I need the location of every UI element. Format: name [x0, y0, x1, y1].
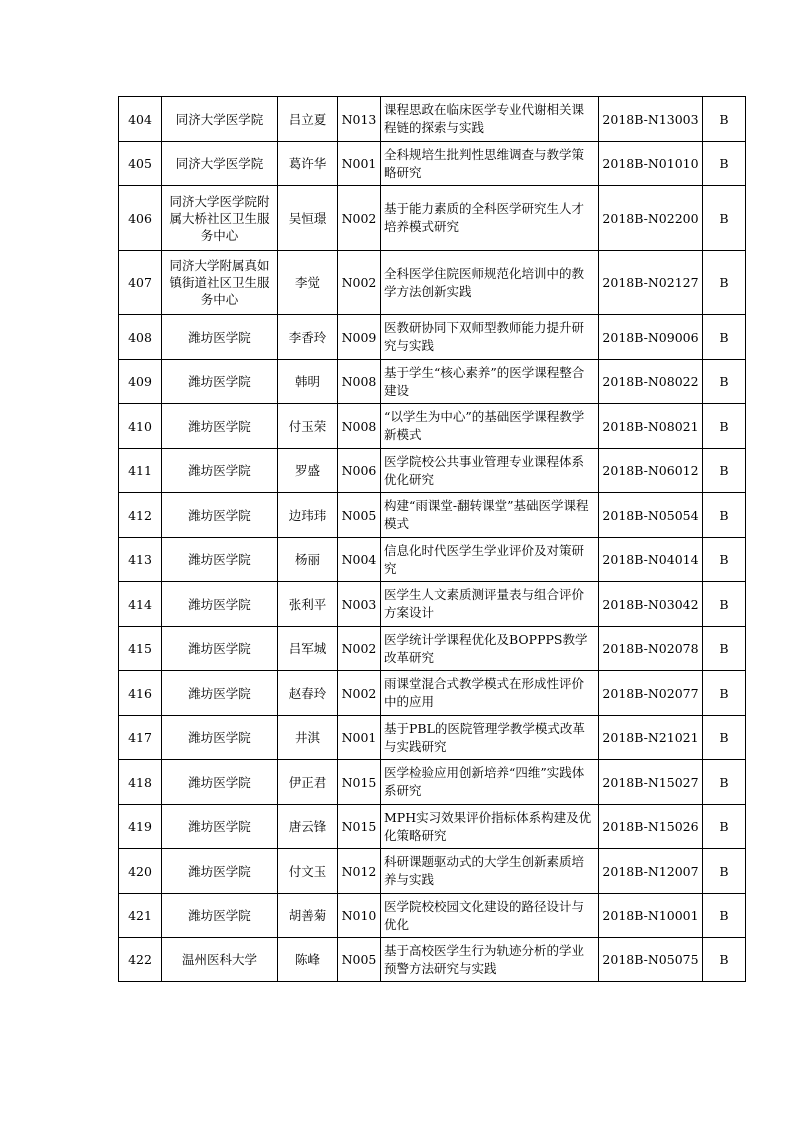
row-number-cell: 420 [119, 849, 162, 894]
grade-cell: B [703, 186, 746, 251]
project-title-cell: 科研课题驱动式的大学生创新素质培养与实践 [381, 849, 599, 894]
project-title-cell: 基于学生“核心素养”的医学课程整合建设 [381, 360, 599, 404]
row-number-cell: 417 [119, 716, 162, 760]
person-name-cell: 吴恒璟 [278, 186, 338, 251]
row-number-cell: 408 [119, 315, 162, 360]
project-title-cell: 雨课堂混合式教学模式在形成性评价中的应用 [381, 671, 599, 716]
table-row [119, 97, 746, 142]
table-row [119, 849, 746, 894]
grade-cell: B [703, 97, 746, 142]
project-id-cell: 2018B-N15026 [599, 805, 703, 849]
grade-cell: B [703, 671, 746, 716]
person-name-cell: 张利平 [278, 582, 338, 627]
table-row [119, 493, 746, 538]
table-row [119, 251, 746, 315]
grade-cell: B [703, 805, 746, 849]
project-id-cell: 2018B-N04014 [599, 538, 703, 582]
table-row [119, 627, 746, 671]
row-number-cell: 411 [119, 449, 162, 493]
project-title-cell: 信息化时代医学生学业评价及对策研究 [381, 538, 599, 582]
row-number-cell: 419 [119, 805, 162, 849]
category-code-cell: N008 [338, 404, 381, 449]
person-name-cell: 井淇 [278, 716, 338, 760]
person-name-cell: 边玮玮 [278, 493, 338, 538]
table-row [119, 582, 746, 627]
person-name-cell: 罗盛 [278, 449, 338, 493]
person-name-cell: 杨丽 [278, 538, 338, 582]
grade-cell: B [703, 716, 746, 760]
row-number-cell: 415 [119, 627, 162, 671]
table-row [119, 938, 746, 982]
project-id-cell: 2018B-N09006 [599, 315, 703, 360]
grade-cell: B [703, 627, 746, 671]
person-name-cell: 吕立夏 [278, 97, 338, 142]
grade-cell: B [703, 360, 746, 404]
table-row [119, 186, 746, 251]
project-list-table [118, 96, 746, 982]
row-number-cell: 422 [119, 938, 162, 982]
project-title-cell: 构建“雨课堂-翻转课堂”基础医学课程模式 [381, 493, 599, 538]
category-code-cell: N002 [338, 671, 381, 716]
table-body [119, 97, 746, 982]
project-title-cell: MPH实习效果评价指标体系构建及优化策略研究 [381, 805, 599, 849]
project-title-cell: 医学院校校园文化建设的路径设计与优化 [381, 894, 599, 938]
category-code-cell: N006 [338, 449, 381, 493]
unit-name-cell: 潍坊医学院 [162, 805, 278, 849]
row-number-cell: 410 [119, 404, 162, 449]
table-row [119, 805, 746, 849]
project-id-cell: 2018B-N02078 [599, 627, 703, 671]
unit-name-cell: 同济大学医学院附属大桥社区卫生服务中心 [162, 186, 278, 251]
grade-cell: B [703, 493, 746, 538]
category-code-cell: N001 [338, 716, 381, 760]
row-number-cell: 414 [119, 582, 162, 627]
row-number-cell: 406 [119, 186, 162, 251]
unit-name-cell: 潍坊医学院 [162, 627, 278, 671]
category-code-cell: N012 [338, 849, 381, 894]
category-code-cell: N001 [338, 142, 381, 186]
unit-name-cell: 潍坊医学院 [162, 671, 278, 716]
person-name-cell: 唐云锋 [278, 805, 338, 849]
row-number-cell: 404 [119, 97, 162, 142]
unit-name-cell: 潍坊医学院 [162, 538, 278, 582]
person-name-cell: 陈峰 [278, 938, 338, 982]
row-number-cell: 409 [119, 360, 162, 404]
grade-cell: B [703, 449, 746, 493]
category-code-cell: N002 [338, 251, 381, 315]
row-number-cell: 418 [119, 760, 162, 805]
grade-cell: B [703, 251, 746, 315]
project-id-cell: 2018B-N15027 [599, 760, 703, 805]
category-code-cell: N004 [338, 538, 381, 582]
project-id-cell: 2018B-N01010 [599, 142, 703, 186]
project-id-cell: 2018B-N02200 [599, 186, 703, 251]
grade-cell: B [703, 849, 746, 894]
unit-name-cell: 潍坊医学院 [162, 360, 278, 404]
grade-cell: B [703, 315, 746, 360]
project-title-cell: 基于PBL的医院管理学教学模式改革与实践研究 [381, 716, 599, 760]
category-code-cell: N015 [338, 805, 381, 849]
category-code-cell: N010 [338, 894, 381, 938]
unit-name-cell: 潍坊医学院 [162, 404, 278, 449]
person-name-cell: 吕军城 [278, 627, 338, 671]
project-title-cell: 全科规培生批判性思维调查与教学策略研究 [381, 142, 599, 186]
row-number-cell: 416 [119, 671, 162, 716]
person-name-cell: 韩明 [278, 360, 338, 404]
project-id-cell: 2018B-N10001 [599, 894, 703, 938]
table-row [119, 360, 746, 404]
table-row [119, 142, 746, 186]
unit-name-cell: 潍坊医学院 [162, 760, 278, 805]
project-id-cell: 2018B-N03042 [599, 582, 703, 627]
grade-cell: B [703, 938, 746, 982]
project-id-cell: 2018B-N02127 [599, 251, 703, 315]
project-id-cell: 2018B-N12007 [599, 849, 703, 894]
project-id-cell: 2018B-N08021 [599, 404, 703, 449]
row-number-cell: 412 [119, 493, 162, 538]
table-row [119, 404, 746, 449]
grade-cell: B [703, 142, 746, 186]
project-title-cell: 基于高校医学生行为轨迹分析的学业预警方法研究与实践 [381, 938, 599, 982]
unit-name-cell: 潍坊医学院 [162, 582, 278, 627]
row-number-cell: 407 [119, 251, 162, 315]
project-id-cell: 2018B-N21021 [599, 716, 703, 760]
row-number-cell: 421 [119, 894, 162, 938]
project-id-cell: 2018B-N05054 [599, 493, 703, 538]
category-code-cell: N015 [338, 760, 381, 805]
category-code-cell: N002 [338, 627, 381, 671]
category-code-cell: N005 [338, 938, 381, 982]
project-id-cell: 2018B-N13003 [599, 97, 703, 142]
category-code-cell: N005 [338, 493, 381, 538]
category-code-cell: N002 [338, 186, 381, 251]
category-code-cell: N003 [338, 582, 381, 627]
grade-cell: B [703, 894, 746, 938]
category-code-cell: N013 [338, 97, 381, 142]
unit-name-cell: 潍坊医学院 [162, 849, 278, 894]
table-row [119, 671, 746, 716]
project-title-cell: 医学统计学课程优化及BOPPPS教学改革研究 [381, 627, 599, 671]
grade-cell: B [703, 760, 746, 805]
unit-name-cell: 同济大学医学院 [162, 97, 278, 142]
table-row [119, 315, 746, 360]
project-id-cell: 2018B-N05075 [599, 938, 703, 982]
unit-name-cell: 潍坊医学院 [162, 315, 278, 360]
unit-name-cell: 潍坊医学院 [162, 716, 278, 760]
project-id-cell: 2018B-N08022 [599, 360, 703, 404]
project-title-cell: 基于能力素质的全科医学研究生人才培养模式研究 [381, 186, 599, 251]
project-id-cell: 2018B-N02077 [599, 671, 703, 716]
table-row [119, 894, 746, 938]
unit-name-cell: 潍坊医学院 [162, 449, 278, 493]
project-title-cell: “以学生为中心”的基础医学课程教学新模式 [381, 404, 599, 449]
person-name-cell: 李觉 [278, 251, 338, 315]
row-number-cell: 405 [119, 142, 162, 186]
person-name-cell: 伊正君 [278, 760, 338, 805]
project-title-cell: 课程思政在临床医学专业代谢相关课程链的探索与实践 [381, 97, 599, 142]
person-name-cell: 付文玉 [278, 849, 338, 894]
unit-name-cell: 潍坊医学院 [162, 894, 278, 938]
person-name-cell: 葛许华 [278, 142, 338, 186]
row-number-cell: 413 [119, 538, 162, 582]
table-row [119, 760, 746, 805]
project-title-cell: 医学检验应用创新培养“四维”实践体系研究 [381, 760, 599, 805]
project-id-cell: 2018B-N06012 [599, 449, 703, 493]
person-name-cell: 李香玲 [278, 315, 338, 360]
grade-cell: B [703, 582, 746, 627]
grade-cell: B [703, 404, 746, 449]
person-name-cell: 付玉荣 [278, 404, 338, 449]
project-title-cell: 医学生人文素质测评量表与组合评价方案设计 [381, 582, 599, 627]
person-name-cell: 胡善菊 [278, 894, 338, 938]
project-title-cell: 全科医学住院医师规范化培训中的教学方法创新实践 [381, 251, 599, 315]
unit-name-cell: 温州医科大学 [162, 938, 278, 982]
table-row [119, 449, 746, 493]
project-title-cell: 医学院校公共事业管理专业课程体系优化研究 [381, 449, 599, 493]
unit-name-cell: 同济大学医学院 [162, 142, 278, 186]
table-row [119, 716, 746, 760]
category-code-cell: N008 [338, 360, 381, 404]
grade-cell: B [703, 538, 746, 582]
project-title-cell: 医教研协同下双师型教师能力提升研究与实践 [381, 315, 599, 360]
unit-name-cell: 潍坊医学院 [162, 493, 278, 538]
table-row [119, 538, 746, 582]
unit-name-cell: 同济大学附属真如镇街道社区卫生服务中心 [162, 251, 278, 315]
person-name-cell: 赵春玲 [278, 671, 338, 716]
category-code-cell: N009 [338, 315, 381, 360]
